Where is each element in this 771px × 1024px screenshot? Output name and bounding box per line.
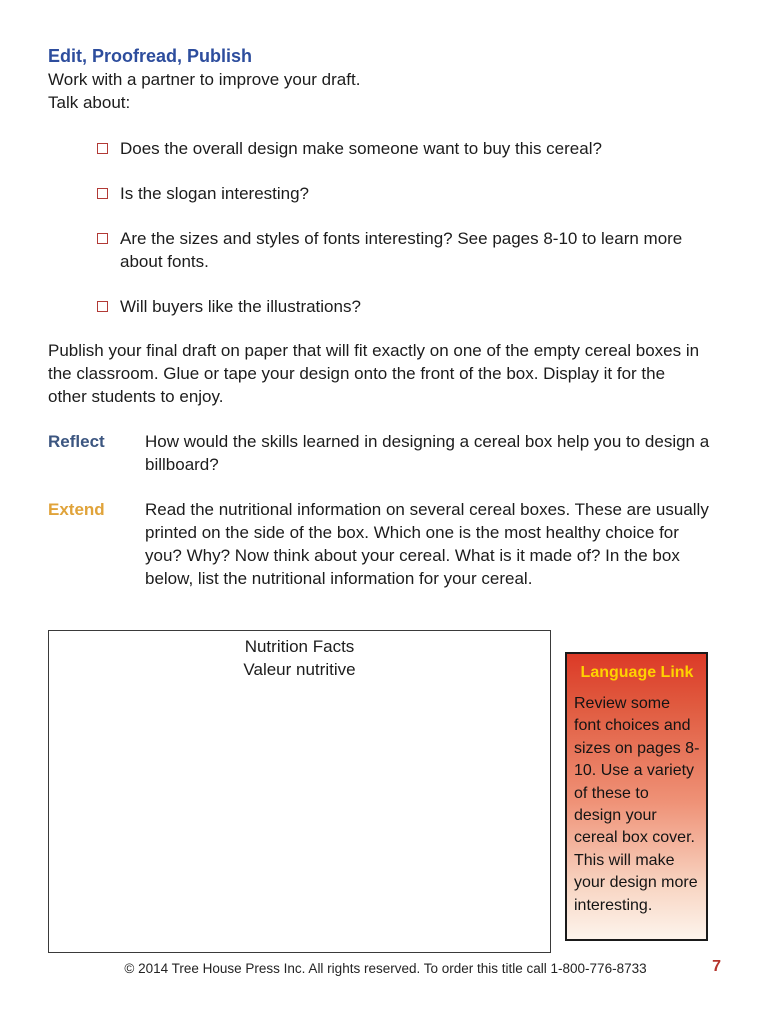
checklist-item-text: Does the overall design make someone want to buy this cereal?: [120, 139, 602, 158]
checklist-item-text: Will buyers like the illustrations?: [120, 297, 361, 316]
extend-label: Extend: [48, 500, 105, 519]
reflect-text: How would the skills learned in designing a cereal box help you to design a billboard?: [145, 432, 710, 474]
page-title: Edit, Proofread, Publish: [48, 46, 253, 66]
checklist-item: [97, 137, 713, 160]
language-link-text: Review some font choices and sizes on pages 8-10. Use a variety of these to design your cereal box cover. This will make your design more interesting.: [574, 695, 700, 914]
checklist-item: [97, 295, 713, 318]
intro-line-2: Talk about:: [48, 93, 131, 112]
copyright-notice: © 2014 Tree House Press Inc. All rights reserved. To order this title call 1-800-776-8733: [124, 961, 647, 976]
extend-text: Read the nutritional information on several cereal boxes. These are usually printed on the side of the box. Which one is the most healthy choice for you? Why? Now think about your cereal. What is it made of? In the box below, list the nutritional information for your cereal.: [145, 500, 709, 588]
discussion-checklist: [48, 137, 713, 318]
checkbox-icon: [97, 233, 108, 244]
page-number: 7: [712, 958, 721, 975]
checklist-item-text: Are the sizes and styles of fonts interesting? See pages 8-10 to learn more about fonts.: [120, 229, 683, 271]
checkbox-icon: [97, 188, 108, 199]
checklist-item: [97, 227, 713, 273]
language-link-title: Language Link: [580, 664, 694, 681]
reflect-section: [48, 430, 713, 476]
page-footer: [0, 960, 771, 978]
intro-line-1: Work with a partner to improve your draft.: [48, 70, 361, 89]
extend-section: [48, 498, 713, 590]
checkbox-icon: [97, 301, 108, 312]
nutrition-facts-box: [48, 630, 551, 953]
nutrition-facts-title-en: Nutrition Facts: [244, 637, 355, 656]
publish-paragraph: Publish your final draft on paper that will fit exactly on one of the empty cereal boxes in the classroom. Glue or tape your design onto the front of the box. Display it for the other students to enjoy.: [48, 341, 700, 406]
reflect-label: Reflect: [48, 432, 105, 451]
checklist-item: [97, 182, 713, 205]
nutrition-facts-title-fr: Valeur nutritive: [243, 660, 356, 679]
language-link-sidebar: [565, 652, 708, 941]
checklist-item-text: Is the slogan interesting?: [120, 184, 310, 203]
main-content: [48, 44, 713, 590]
checkbox-icon: [97, 143, 108, 154]
